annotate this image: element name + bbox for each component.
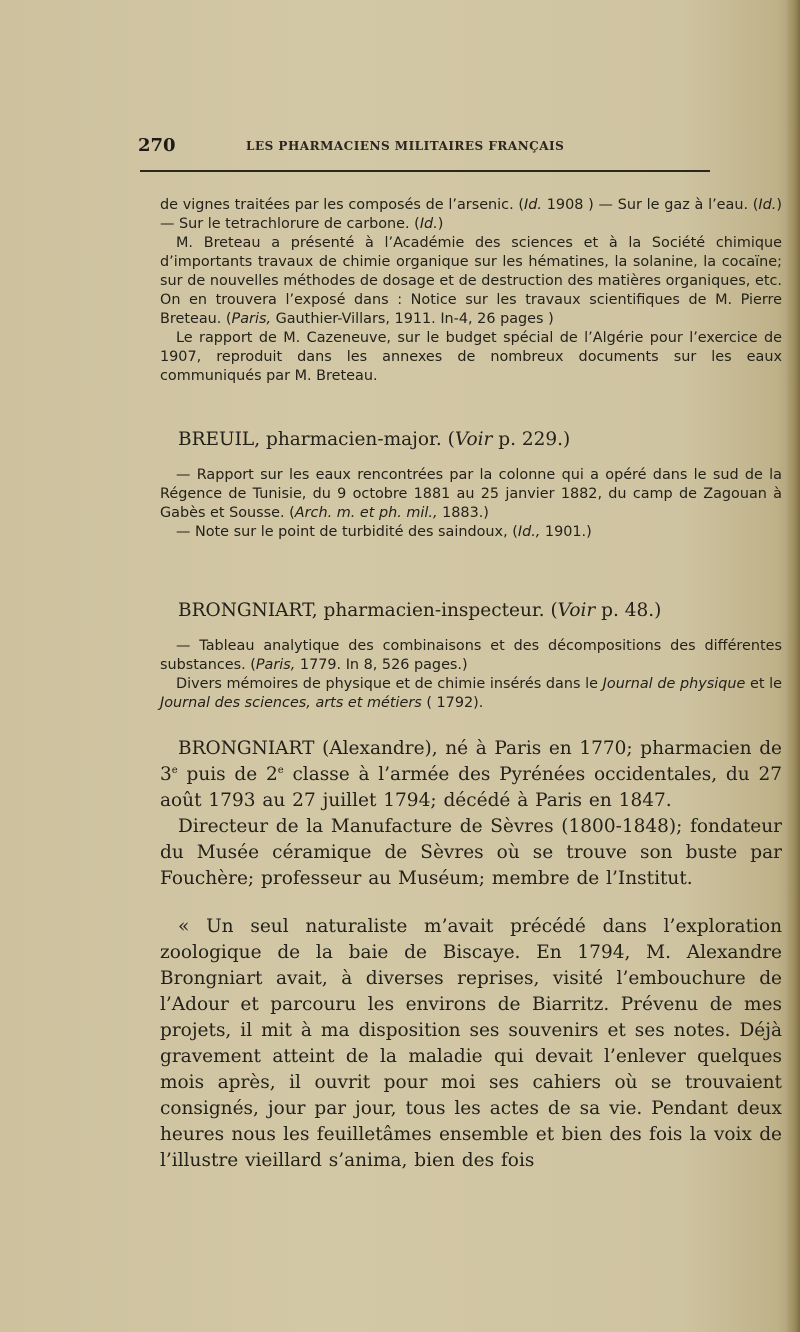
brongniart-work-1: — Tableau analytique des combinaisons et des décompositions des différentes substances. (Paris, 1779. In 8, 526 pages.) xyxy=(160,638,782,673)
header-rule xyxy=(140,170,710,172)
cazeneuve-paragraph: Le rapport de M. Cazeneuve, sur le budget spécial de l’Algérie pour l’exercice de 1907, reproduit dans les annexes de nombreux documents sur les eaux communiqués par M. Breteau. xyxy=(160,330,782,384)
breuil-entry xyxy=(160,429,782,450)
running-title: LES PHARMACIENS MILITAIRES FRANÇAIS xyxy=(246,139,565,153)
page-header xyxy=(138,133,713,163)
alexandre-brongniart-entry xyxy=(160,736,782,1174)
quotation-paragraph: « Un seul naturaliste m’avait précédé dans l’exploration zoologique de la baie de Biscaye. En 1794, M. Alexandre Brongniart avait, à diverses reprises, visité l’embouchure de l’Adour et parcouru les environs de Biarritz. Prévenu de mes projets, il mit à ma disposition ses souvenirs et ses notes. Déjà gravement atteint de la maladie qui devait l’enlever quelques mois après, il ouvrit pour moi ses cahiers où se trouvaient consignés, jour par jour, tous les actes de sa vie. Pendant deux heures nous les feuilletâmes ensemble et bien des fois la voix de l’illustre vieillard s’anima, bien des fois xyxy=(160,916,782,1171)
breteau-paragraph: M. Breteau a présenté à l’Académie des sciences et à la Société chimique d’importants travaux de chimie organique sur les hématines, la solanine, la cocaïne; sur de nouvelles méthodes de dosage et de destruction des matières organiques, etc. On en trouvera l’exposé dans : Notice sur les travaux scientifiques de M. Pierre Breteau. (Paris, Gauthier-Villars, 1911. In-4, 26 pages ) xyxy=(160,235,782,327)
alexandre-career: Directeur de la Manufacture de Sèvres (1800-1848); fondateur du Musée céramique de Sèvres où se trouve son buste par Fouchère; professeur au Muséum; membre de l’Institut. xyxy=(160,816,782,889)
breuil-heading: BREUIL, pharmacien-major. (Voir p. 229.) xyxy=(178,429,571,450)
page-number: 270 xyxy=(138,135,176,156)
continuation-paragraph: de vignes traitées par les composés de l’arsenic. (Id. 1908 ) — Sur le gaz à l’eau. (Id.) — Sur le tetrachlorure de carbone. (Id.) xyxy=(160,197,782,232)
page-gutter-shadow xyxy=(786,0,800,1332)
breuil-works xyxy=(160,466,782,542)
breuil-work-2: — Note sur le point de turbidité des saindoux, (Id., 1901.) xyxy=(176,524,592,540)
breuil-work-1: — Rapport sur les eaux rencontrées par la colonne qui a opéré dans le sud de la Régence de Tunisie, du 9 octobre 1881 au 25 janvier 1882, du camp de Zagouan à Gabès et Sousse. (Arch. m. et ph. mil., 1883.) xyxy=(160,467,782,521)
brongniart-work-2: Divers mémoires de physique et de chimie insérés dans le Journal de physique et le Journal des sciences, arts et métiers ( 1792). xyxy=(160,676,782,711)
alexandre-biography: BRONGNIART (Alexandre), né à Paris en 1770; pharmacien de 3e puis de 2e classe à l’armée des Pyrénées occidentales, du 27 août 1793 au 27 juillet 1794; décédé à Paris en 1847. xyxy=(160,738,782,811)
brongniart-entry xyxy=(160,600,782,621)
brongniart-works xyxy=(160,637,782,713)
brongniart-heading: BRONGNIART, pharmacien-inspecteur. (Voir p. 48.) xyxy=(178,600,662,621)
continuation-block xyxy=(160,196,782,386)
